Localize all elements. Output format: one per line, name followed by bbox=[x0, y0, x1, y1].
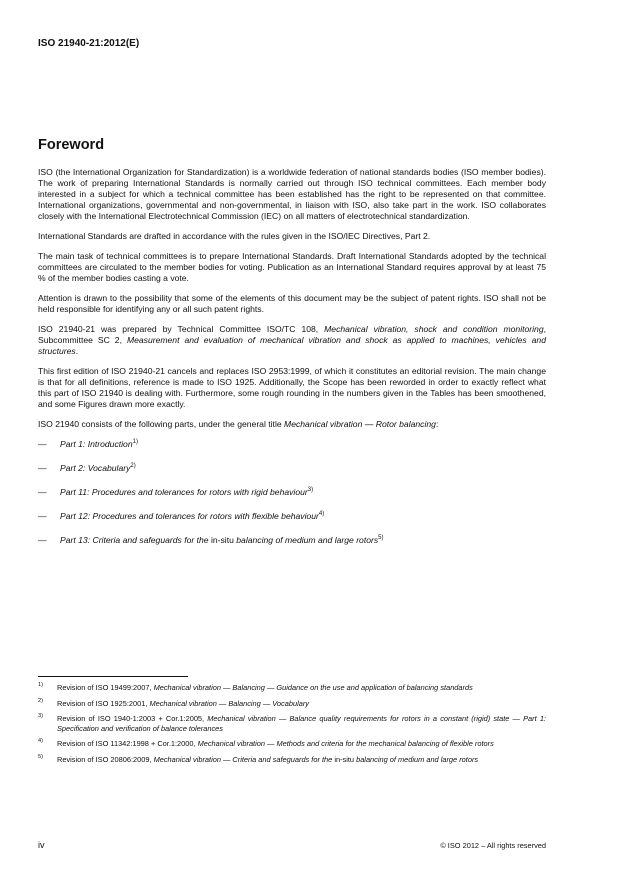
document-id: ISO 21940-21:2012(E) bbox=[38, 38, 140, 49]
footnote: 4) Revision of ISO 11342:1998 + Cor.1:2000, Mechanical vibration — Methods and criteria for the mechanical balancing of flexible rotors bbox=[38, 738, 494, 748]
parts-list bbox=[38, 439, 546, 547]
list-item: — Part 11: Procedures and tolerances for rotors with rigid behaviour$^{3)}$ bbox=[38, 487, 314, 497]
list-item: — Part 13: Criteria and safeguards for the in-situ balancing of medium and large rotors$^{5)}$ bbox=[38, 535, 384, 545]
paragraph-parts-intro: ISO 21940 consists of the following parts, under the general title Mechanical vibration — Rotor balancing: bbox=[38, 419, 439, 429]
footnote: 5) Revision of ISO 20806:2009, Mechanical vibration — Criteria and safeguards for the in-situ balancing of medium and large rotors bbox=[38, 753, 479, 764]
paragraph-directives: International Standards are drafted in accordance with the rules given in the ISO/IEC Directives, Part 2. bbox=[38, 231, 431, 241]
paragraph-patents: Attention is drawn to the possibility that some of the elements of this document may be the subject of patent rights. ISO shall not be held responsible for identifying any or all such patent rights. bbox=[38, 293, 546, 314]
page-title: Foreword bbox=[38, 137, 105, 153]
list-item: — Part 2: Vocabulary$^{2)}$ bbox=[38, 463, 136, 473]
paragraph-prepared-by: ISO 21940-21 was prepared by Technical Committee ISO/TC 108, Mechanical vibration, shock and condition monitoring, Subcommittee SC 2, Measurement and evaluation of mechanical vibration and shock as applied to machines, vehicles and structures. bbox=[38, 324, 546, 356]
list-item: — Part 1: Introduction$^{1)}$ bbox=[38, 439, 138, 449]
foreword-body bbox=[38, 167, 546, 559]
footnotes bbox=[38, 683, 546, 770]
footnote-divider bbox=[38, 676, 188, 677]
copyright-notice: © ISO 2012 – All rights reserved bbox=[440, 841, 546, 850]
footnote: 1) Revision of ISO 19499:2007, Mechanical vibration — Balancing — Guidance on the use and application of balancing standards bbox=[38, 682, 473, 692]
page-number: iv bbox=[38, 840, 45, 850]
list-item: — Part 12: Procedures and tolerances for rotors with flexible behaviour$^{4)}$ bbox=[38, 511, 325, 521]
paragraph-iso-intro: ISO (the International Organization for Standardization) is a worldwide federation of national standards bodies (ISO member bodies). The work of preparing International Standards is normally carried out through ISO technical committees. Each member body interested in a subject for which a technical committee has been established has the right to be represented on that committee. International organizations, governmental and non-governmental, in liaison with ISO, also take part in the work. ISO collaborates closely with the International Electrotechnical Commission (IEC) on all matters of electrotechnical standardization. bbox=[38, 167, 546, 221]
footnote: 3) Revision of ISO 1940-1:2003 + Cor.1:2005, Mechanical vibration — Balance quality requirements for rotors in a constant (rigid) state — Part 1: Specification and verification of balance tolerances bbox=[38, 713, 546, 733]
paragraph-edition: This first edition of ISO 21940-21 cancels and replaces ISO 2953:1999, of which it constitutes an editorial revision. The main change is that for all definitions, reference is made to ISO 1925. Additionally, the Scope has been reworded in order to exactly reflect what this part of ISO 21940 is dealing with. Furthermore, some rough rounding in the numbers given in the Tables has been smoothened, and some Figures drawn more exactly. bbox=[38, 366, 546, 409]
footnote: 2) Revision of ISO 1925:2001, Mechanical vibration — Balancing — Vocabulary bbox=[38, 697, 309, 708]
paragraph-committees: The main task of technical committees is to prepare International Standards. Draft International Standards adopted by the technical committees are circulated to the member bodies for voting. Publication as an International Standard requires approval by at least 75 % of the member bodies casting a vote. bbox=[38, 251, 546, 283]
